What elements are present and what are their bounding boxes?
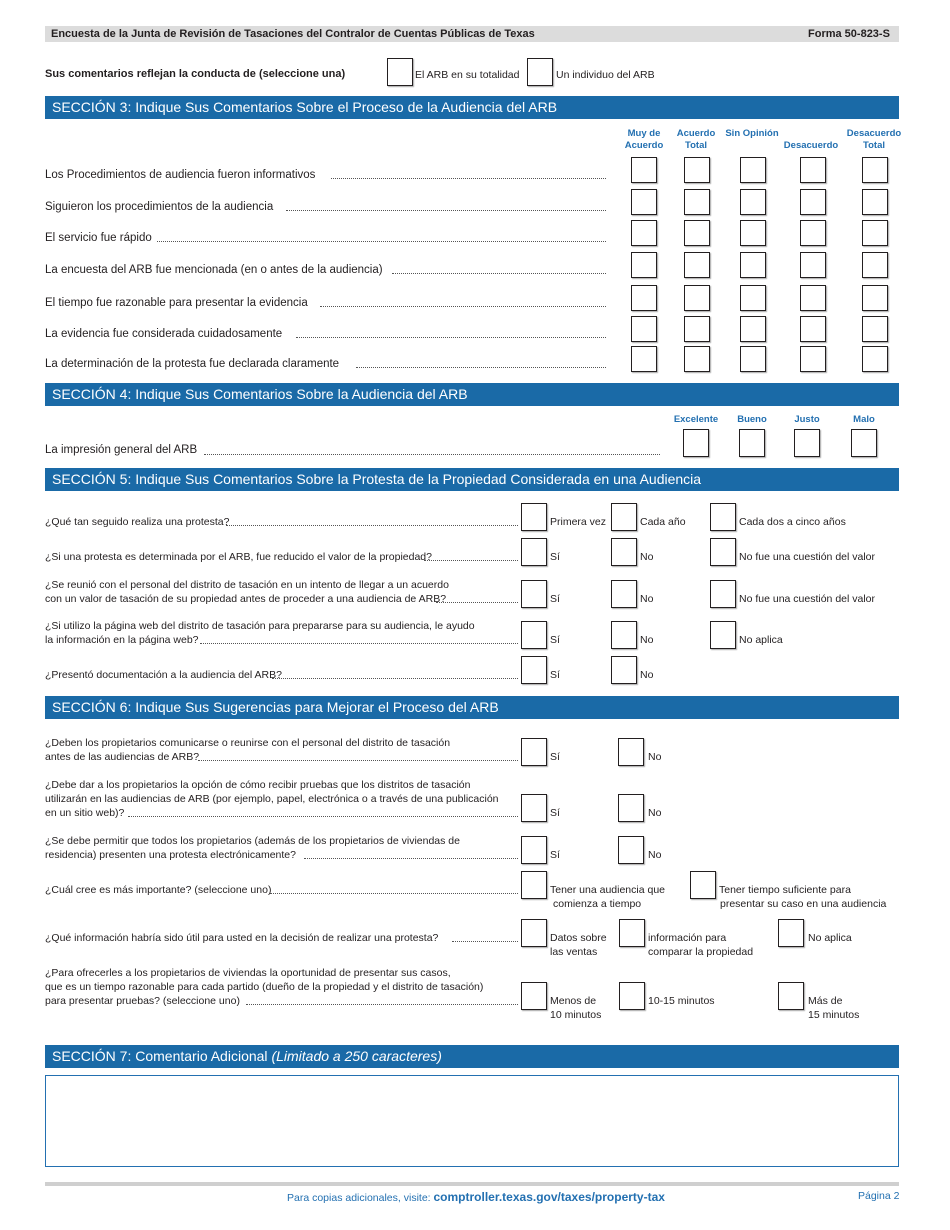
leader-dots [452, 941, 518, 942]
column-header: Malo [853, 414, 875, 425]
s5-q3-opt2-checkbox[interactable] [611, 580, 637, 608]
s5-q1-opt1-checkbox[interactable] [521, 503, 547, 531]
s6-q2-line3: en un sitio web)? [45, 807, 125, 819]
leader-dots [424, 560, 518, 561]
leader-dots [436, 602, 518, 603]
section-3-header: SECCIÓN 3: Indique Sus Comentarios Sobre el Proceso de la Audiencia del ARB [45, 96, 899, 119]
s5-q4-opt1-checkbox[interactable] [521, 621, 547, 649]
s6-q2-line2: utilizarán en las audiencias de ARB (por ejemplo, papel, electrónica o a través de una publicación [45, 793, 499, 805]
s3-rating-checkbox[interactable] [862, 220, 888, 246]
s3-rating-checkbox[interactable] [684, 346, 710, 372]
section-7-header [45, 1045, 899, 1068]
s5-q2-opt3-checkbox[interactable] [710, 538, 736, 566]
s6-q6-opt1-label-b: 10 minutos [550, 1009, 602, 1021]
s6-q3-opt2-checkbox[interactable] [618, 836, 644, 864]
conduct-individual-checkbox[interactable] [527, 58, 553, 86]
s6-q2-opt1-checkbox[interactable] [521, 794, 547, 822]
s3-rating-checkbox[interactable] [631, 285, 657, 311]
page-number: Página 2 [858, 1190, 900, 1202]
s6-q4-opt1-label-a: Tener una audiencia que [550, 884, 666, 896]
s5-q5-opt2-label: No [640, 669, 654, 681]
leader-dots [157, 241, 606, 242]
s5-q1-opt2-checkbox[interactable] [611, 503, 637, 531]
s6-q5-opt1-label-a: Datos sobre [550, 932, 607, 944]
s3-rating-checkbox[interactable] [862, 157, 888, 183]
form-number: Forma 50-823-S [808, 28, 890, 40]
footer-divider [45, 1182, 899, 1186]
column-header: Excelente [673, 414, 719, 425]
s6-q2-line1: ¿Debe dar a los propietarios la opción de cómo recibir pruebas que los distritos de tasación [45, 779, 471, 791]
s6-q5-opt2-checkbox[interactable] [619, 919, 645, 947]
s6-q3-opt2-label: No [648, 849, 662, 861]
s6-q2-opt2-checkbox[interactable] [618, 794, 644, 822]
s5-q2-opt1-checkbox[interactable] [521, 538, 547, 566]
s3-rating-checkbox[interactable] [740, 220, 766, 246]
s6-q6-opt2-checkbox[interactable] [619, 982, 645, 1010]
leader-dots [204, 454, 660, 455]
leader-dots [392, 273, 606, 274]
conduct-prompt: Sus comentarios reflejan la conducta de (seleccione una) [45, 68, 346, 80]
s6-q4-text: ¿Cuál cree es más importante? (seleccione uno) [45, 884, 272, 896]
leader-dots [356, 367, 606, 368]
s5-q2-opt3-label: No fue una cuestión del valor [739, 551, 876, 563]
additional-comment-textarea[interactable] [45, 1075, 899, 1167]
column-header: Desacuerdo [783, 140, 839, 151]
s5-q3-line1: ¿Se reunió con el personal del distrito de tasación en un intento de llegar a un acuerdo [45, 579, 449, 591]
s3-question: Siguieron los procedimientos de la audiencia [45, 201, 274, 213]
column-header: Bueno [737, 414, 767, 425]
s6-q3-opt1-checkbox[interactable] [521, 836, 547, 864]
s5-q2-opt2-label: No [640, 551, 654, 563]
footer-url-link[interactable]: comptroller.texas.gov/taxes/property-tax [433, 1190, 665, 1204]
s3-rating-checkbox[interactable] [631, 220, 657, 246]
s6-q4-opt1-label-b: comienza a tiempo [553, 898, 642, 910]
s3-rating-checkbox[interactable] [862, 285, 888, 311]
leader-dots [270, 893, 518, 894]
s3-rating-checkbox[interactable] [631, 316, 657, 342]
s5-q1-opt2-label: Cada año [640, 516, 686, 528]
s6-q5-text: ¿Qué información habría sido útil para usted en la decisión de realizar una protesta? [45, 932, 439, 944]
s6-q6-opt2-label: 10-15 minutos [648, 995, 715, 1007]
s3-rating-checkbox[interactable] [800, 157, 826, 183]
s3-rating-checkbox[interactable] [740, 252, 766, 278]
s6-q1-opt2-label: No [648, 751, 662, 763]
survey-title: Encuesta de la Junta de Revisión de Tasaciones del Contralor de Cuentas Públicas de Texas [51, 28, 535, 40]
s3-rating-checkbox[interactable] [684, 252, 710, 278]
leader-dots [296, 337, 606, 338]
s4-malo-checkbox[interactable] [851, 429, 877, 457]
s3-rating-checkbox[interactable] [684, 189, 710, 215]
s6-q6-line2: que es un tiempo razonable para cada partido (dueño de la propiedad y el distrito de tasación) [45, 981, 484, 993]
s5-q3-opt1-label: Sí [550, 593, 560, 605]
leader-dots [320, 306, 606, 307]
s6-q1-opt1-label: Sí [550, 751, 560, 763]
leader-dots [226, 525, 518, 526]
s6-q4-opt2-label-a: Tener tiempo suficiente para [719, 884, 851, 896]
s6-q6-opt1-checkbox[interactable] [521, 982, 547, 1010]
s6-q1-line1: ¿Deben los propietarios comunicarse o reunirse con el personal del distrito de tasación [45, 737, 451, 749]
s3-rating-checkbox[interactable] [740, 157, 766, 183]
s5-q1-opt1-label: Primera vez [550, 516, 607, 528]
conduct-individual-label: Un individuo del ARB [556, 69, 655, 81]
s3-rating-checkbox[interactable] [862, 189, 888, 215]
s5-q3-opt1-checkbox[interactable] [521, 580, 547, 608]
s6-q3-line2: residencia) presenten una protesta electrónicamente? [45, 849, 296, 861]
leader-dots [200, 643, 518, 644]
s6-q2-opt1-label: Sí [550, 807, 560, 819]
s5-q4-opt2-checkbox[interactable] [611, 621, 637, 649]
s3-question: Los Procedimientos de audiencia fueron informativos [45, 169, 316, 181]
s5-q3-line2: con un valor de tasación de su propiedad antes de proceder a una audiencia de ARB? [45, 593, 447, 605]
s6-q1-line2: antes de las audiencias de ARB? [45, 751, 200, 763]
section-7-title: SECCIÓN 7: Comentario Adicional [52, 1048, 268, 1064]
s5-q4-line1: ¿Si utilizo la página web del distrito de tasación para prepararse para su audiencia, le ayudo [45, 620, 475, 632]
leader-dots [246, 1004, 518, 1005]
s3-rating-checkbox[interactable] [631, 346, 657, 372]
section-7-note: (Limitado a 250 caracteres) [271, 1048, 442, 1064]
s5-q2-opt2-checkbox[interactable] [611, 538, 637, 566]
s3-rating-checkbox[interactable] [740, 316, 766, 342]
s6-q5-opt1-label-b: las ventas [550, 946, 598, 958]
section-4-header: SECCIÓN 4: Indique Sus Comentarios Sobre la Audiencia del ARB [45, 383, 899, 406]
s5-q3-opt3-checkbox[interactable] [710, 580, 736, 608]
s3-rating-checkbox[interactable] [631, 157, 657, 183]
s6-q5-opt3-checkbox[interactable] [778, 919, 804, 947]
s3-question: La determinación de la protesta fue declarada claramente [45, 358, 340, 370]
s6-q1-opt1-checkbox[interactable] [521, 738, 547, 766]
s6-q6-line1: ¿Para ofrecerles a los propietarios de viviendas la oportunidad de presentar sus casos, [45, 967, 451, 979]
s6-q6-opt3-label-b: 15 minutos [808, 1009, 860, 1021]
conduct-arb-whole-label: El ARB en su totalidad [415, 69, 520, 81]
s3-rating-checkbox[interactable] [740, 346, 766, 372]
s3-rating-checkbox[interactable] [862, 346, 888, 372]
s6-q5-opt1-checkbox[interactable] [521, 919, 547, 947]
s3-question: La evidencia fue considerada cuidadosamente [45, 328, 283, 340]
s6-q2-opt2-label: No [648, 807, 662, 819]
s5-q4-opt3-label: No aplica [739, 634, 783, 646]
footer-copies [287, 1190, 665, 1204]
s6-q3-opt1-label: Sí [550, 849, 560, 861]
s6-q5-opt2-label-a: información para [648, 932, 727, 944]
column-header: Muy de Acuerdo [624, 128, 664, 151]
s5-q3-opt2-label: No [640, 593, 654, 605]
s3-rating-checkbox[interactable] [631, 252, 657, 278]
leader-dots [304, 858, 518, 859]
s5-q1-text: ¿Qué tan seguido realiza una protesta? [45, 516, 230, 528]
s6-q4-opt2-checkbox[interactable] [690, 871, 716, 899]
leader-dots [331, 178, 606, 179]
s3-rating-checkbox[interactable] [800, 346, 826, 372]
s3-rating-checkbox[interactable] [684, 220, 710, 246]
s5-q1-opt3-checkbox[interactable] [710, 503, 736, 531]
s3-rating-checkbox[interactable] [631, 189, 657, 215]
s6-q3-line1: ¿Se debe permitir que todos los propietarios (además de los propietarios de viviendas de [45, 835, 460, 847]
section-5-header: SECCIÓN 5: Indique Sus Comentarios Sobre la Protesta de la Propiedad Considerada en una Audiencia [45, 468, 899, 491]
s3-rating-checkbox[interactable] [740, 285, 766, 311]
column-header: Sin Opinión [725, 128, 779, 139]
s6-q1-opt2-checkbox[interactable] [618, 738, 644, 766]
s4-question: La impresión general del ARB [45, 444, 198, 456]
leader-dots [286, 210, 606, 211]
s3-rating-checkbox[interactable] [684, 157, 710, 183]
s3-question: La encuesta del ARB fue mencionada (en o antes de la audiencia) [45, 264, 383, 276]
s4-justo-checkbox[interactable] [794, 429, 820, 457]
s3-rating-checkbox[interactable] [800, 252, 826, 278]
s3-rating-checkbox[interactable] [684, 316, 710, 342]
s5-q5-opt1-label: Sí [550, 669, 560, 681]
leader-dots [128, 816, 518, 817]
s4-excelente-checkbox[interactable] [683, 429, 709, 457]
s4-bueno-checkbox[interactable] [739, 429, 765, 457]
section-6-header: SECCIÓN 6: Indique Sus Sugerencias para Mejorar el Proceso del ARB [45, 696, 899, 719]
s5-q4-opt1-label: Sí [550, 634, 560, 646]
s3-rating-checkbox[interactable] [800, 189, 826, 215]
s3-rating-checkbox[interactable] [862, 252, 888, 278]
s6-q5-opt3-label: No aplica [808, 932, 852, 944]
s5-q4-opt3-checkbox[interactable] [710, 621, 736, 649]
s6-q6-opt3-label-a: Más de [808, 995, 843, 1007]
s6-q5-opt2-label-b: comparar la propiedad [648, 946, 754, 958]
column-header: Acuerdo Total [676, 128, 716, 151]
s6-q4-opt1-checkbox[interactable] [521, 871, 547, 899]
s3-rating-checkbox[interactable] [740, 189, 766, 215]
s3-question: El servicio fue rápido [45, 232, 152, 244]
s3-question: El tiempo fue razonable para presentar la evidencia [45, 297, 308, 309]
s3-rating-checkbox[interactable] [800, 220, 826, 246]
s5-q2-text: ¿Si una protesta es determinada por el ARB, fue reducido el valor de la propiedad? [45, 551, 432, 563]
s5-q4-line2: la información en la página web? [45, 634, 199, 646]
conduct-arb-whole-checkbox[interactable] [387, 58, 413, 86]
column-header: Justo [794, 414, 820, 425]
s6-q6-opt1-label-a: Menos de [550, 995, 597, 1007]
s6-q4-opt2-label-b: presentar su caso en una audiencia [720, 898, 887, 910]
s6-q6-line3: para presentar pruebas? (seleccione uno) [45, 995, 240, 1007]
s5-q2-opt1-label: Sí [550, 551, 560, 563]
footer-copies-text: Para copias adicionales, visite: [287, 1192, 431, 1204]
column-header: Desacuerdo Total [846, 128, 902, 151]
s6-q6-opt3-checkbox[interactable] [778, 982, 804, 1010]
s5-q3-opt3-label: No fue una cuestión del valor [739, 593, 876, 605]
s5-q5-text: ¿Presentó documentación a la audiencia del ARB? [45, 669, 282, 681]
s3-rating-checkbox[interactable] [684, 285, 710, 311]
s5-q4-opt2-label: No [640, 634, 654, 646]
s3-rating-checkbox[interactable] [800, 316, 826, 342]
s5-q5-opt2-checkbox[interactable] [611, 656, 637, 684]
s5-q5-opt1-checkbox[interactable] [521, 656, 547, 684]
leader-dots [272, 678, 518, 679]
leader-dots [198, 760, 518, 761]
s3-rating-checkbox[interactable] [862, 316, 888, 342]
s3-rating-checkbox[interactable] [800, 285, 826, 311]
s5-q1-opt3-label: Cada dos a cinco años [739, 516, 846, 528]
